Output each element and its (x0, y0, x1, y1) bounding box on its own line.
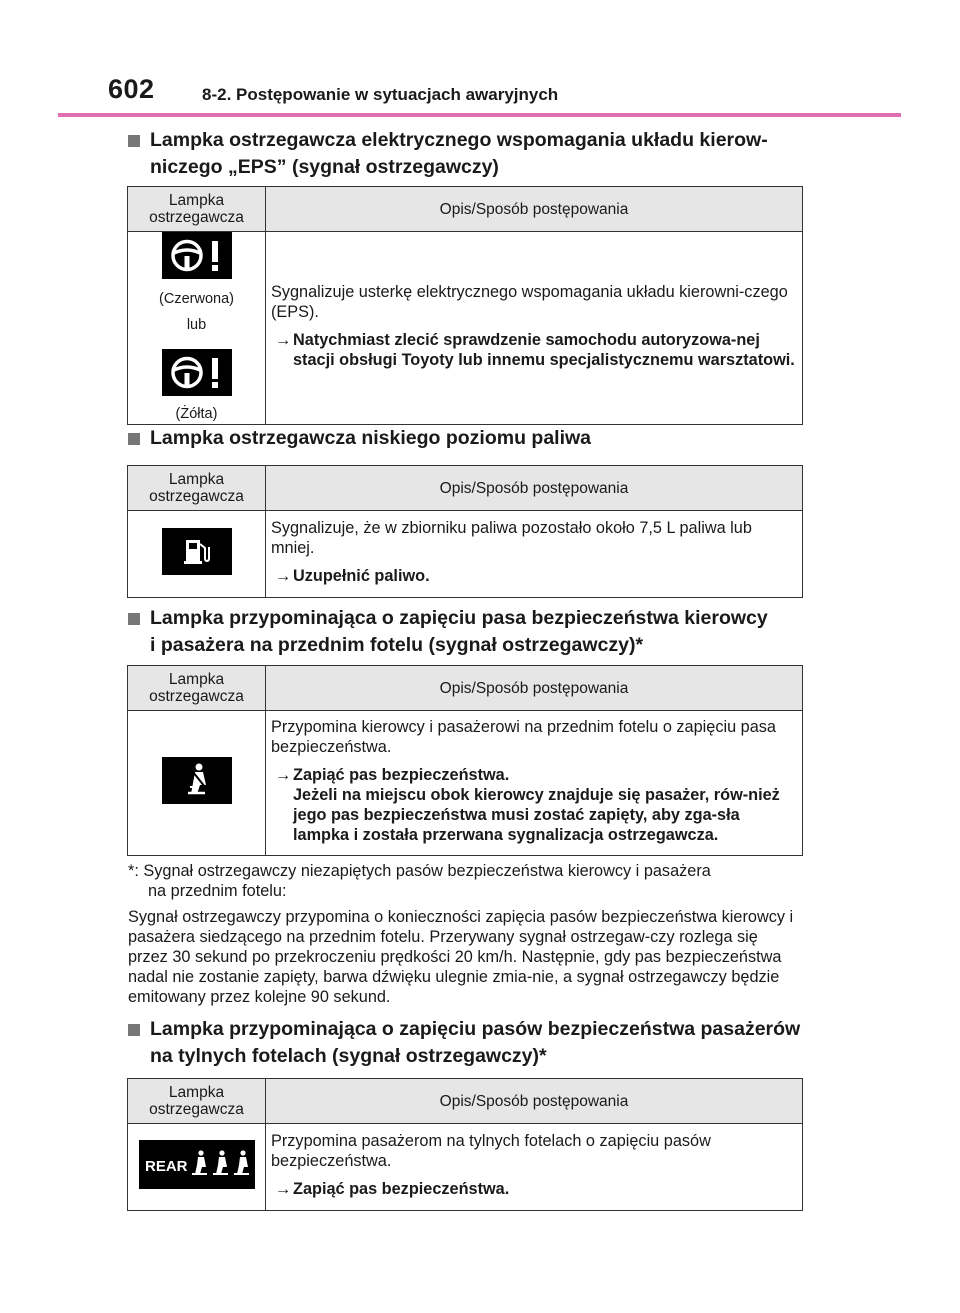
col-header-lamp: Lampka ostrzegawcza (128, 187, 266, 232)
eps-heading (128, 127, 808, 181)
bullet-square-icon (128, 135, 140, 147)
caption-yellow: (Żółta) (175, 406, 218, 422)
eps-description: Sygnalizuje usterkę elektrycznego wspomagania układu kierowni-czego (EPS). (271, 283, 788, 321)
fuel-heading (128, 425, 808, 452)
fuel-desc-cell (266, 511, 803, 598)
eps-action (271, 330, 798, 370)
rear-seatbelt-desc-cell (266, 1124, 803, 1211)
bullet-square-icon (128, 613, 140, 625)
front-seatbelt-action-extra: Jeżeli na miejscu obok kierowcy znajduje się pasażer, rów-nież jego pas bezpieczeństwa musi zostać zapięty, aby zga-sła lampka i została przerwana sygnalizacja ostrzegawcza. (293, 786, 780, 844)
rear-seatbelt-heading (128, 1016, 808, 1070)
bullet-square-icon (128, 433, 140, 445)
fuel-action-text: Uzupełnić paliwo. (293, 567, 430, 585)
front-seatbelt-action (271, 765, 798, 845)
rear-seatbelt-icon-cell (128, 1124, 266, 1211)
front-seatbelt-heading (128, 605, 808, 659)
eps-yellow-steering-warning-icon (162, 349, 232, 396)
rear-seatbelt-action-text: Zapiąć pas bezpieczeństwa. (293, 1180, 510, 1198)
fuel-description: Sygnalizuje, że w zbiorniku paliwa pozostało około 7,5 L paliwa lub mniej. (271, 519, 752, 557)
header-rule (58, 113, 901, 117)
eps-icon-cell (128, 232, 266, 425)
rear-seatbelt-action (271, 1179, 798, 1199)
eps-desc-cell (266, 232, 803, 425)
rear-icon-label: REAR (144, 1158, 188, 1175)
eps-table (127, 186, 803, 425)
footnote (128, 861, 800, 901)
rear-seatbelt-table (127, 1078, 803, 1211)
rear-seatbelt-heading-line2: na tylnych fotelach (sygnał ostrzegawczy)* (150, 1045, 547, 1067)
col-header-desc: Opis/Sposób postępowania (266, 1079, 803, 1124)
fuel-heading-line1: Lampka ostrzegawcza niskiego poziomu paliwa (150, 427, 592, 449)
front-seatbelt-heading-line2: i pasażera na przednim fotelu (sygnał ostrzegawczy)* (150, 634, 644, 656)
rear-seatbelt-heading-line1: Lampka przypominająca o zapięciu pasów bezpieczeństwa pasażerów (150, 1018, 801, 1040)
rear-seatbelt-description: Przypomina pasażerom na tylnych fotelach o zapięciu pasów bezpieczeństwa. (271, 1132, 711, 1170)
arrow-right-icon: → (275, 766, 292, 784)
eps-heading-line1: Lampka ostrzegawcza elektrycznego wspomagania układu kierow- (150, 129, 768, 151)
seatbelt-reminder-icon (162, 757, 232, 804)
eps-red-steering-warning-icon (162, 232, 232, 279)
col-header-lamp: Lampka ostrzegawcza (128, 1079, 266, 1124)
footnote-line2: na przednim fotelu: (148, 882, 287, 900)
col-header-lamp: Lampka ostrzegawcza (128, 466, 266, 511)
fuel-table (127, 465, 803, 598)
col-header-desc: Opis/Sposób postępowania (266, 666, 803, 711)
front-seatbelt-heading-line1: Lampka przypominająca o zapięciu pasa bezpieczeństwa kierowcy (150, 607, 768, 629)
fuel-icon-cell (128, 511, 266, 598)
eps-action-text: Natychmiast zlecić sprawdzenie samochodu autoryzowa-nej stacji obsługi Toyoty lub innemu specjalistycznemu warsztatowi. (293, 331, 795, 369)
fuel-pump-icon (162, 528, 232, 575)
col-header-desc: Opis/Sposób postępowania (266, 466, 803, 511)
info-paragraph: Sygnał ostrzegawczy przypomina o konieczności zapięcia pasów bezpieczeństwa kierowcy i pasażera siedzącego na przednim fotelu. Przerywany sygnał ostrzegaw-czy rozlega się przez 30 sekund po przekroczeniu prędkości 20 km/h. Następnie, gdy pas bezpieczeństwa nadal nie zostanie zapięty, barwa dźwięku ulegnie zmia-nie, a sygnał ostrzegawczy będzie emitowany przez kolejne 90 sekund. (128, 908, 794, 1006)
caption-or: lub (186, 317, 207, 333)
fuel-action (271, 566, 798, 586)
front-seatbelt-action-text: Zapiąć pas bezpieczeństwa. (293, 766, 510, 784)
section-title: 8-2. Postępowanie w sytuacjach awaryjnych (202, 85, 559, 104)
arrow-right-icon: → (275, 567, 292, 585)
col-header-desc: Opis/Sposób postępowania (266, 187, 803, 232)
eps-heading-line2: niczego „EPS” (sygnał ostrzegawczy) (150, 156, 499, 178)
caption-red: (Czerwona) (159, 291, 234, 307)
rear-seatbelt-reminder-icon (139, 1140, 255, 1189)
arrow-right-icon: → (275, 1180, 292, 1198)
bullet-square-icon (128, 1024, 140, 1036)
front-seatbelt-icon-cell (128, 711, 266, 856)
arrow-right-icon: → (275, 331, 292, 349)
page-number: 602 (108, 74, 155, 104)
col-header-lamp: Lampka ostrzegawcza (128, 666, 266, 711)
footnote-line1: *: Sygnał ostrzegawczy niezapiętych pasów bezpieczeństwa kierowcy i pasażera (128, 862, 711, 880)
front-seatbelt-table (127, 665, 803, 856)
front-seatbelt-desc-cell (266, 711, 803, 856)
front-seatbelt-description: Przypomina kierowcy i pasażerowi na przednim fotelu o zapięciu pasa bezpieczeństwa. (271, 718, 776, 756)
